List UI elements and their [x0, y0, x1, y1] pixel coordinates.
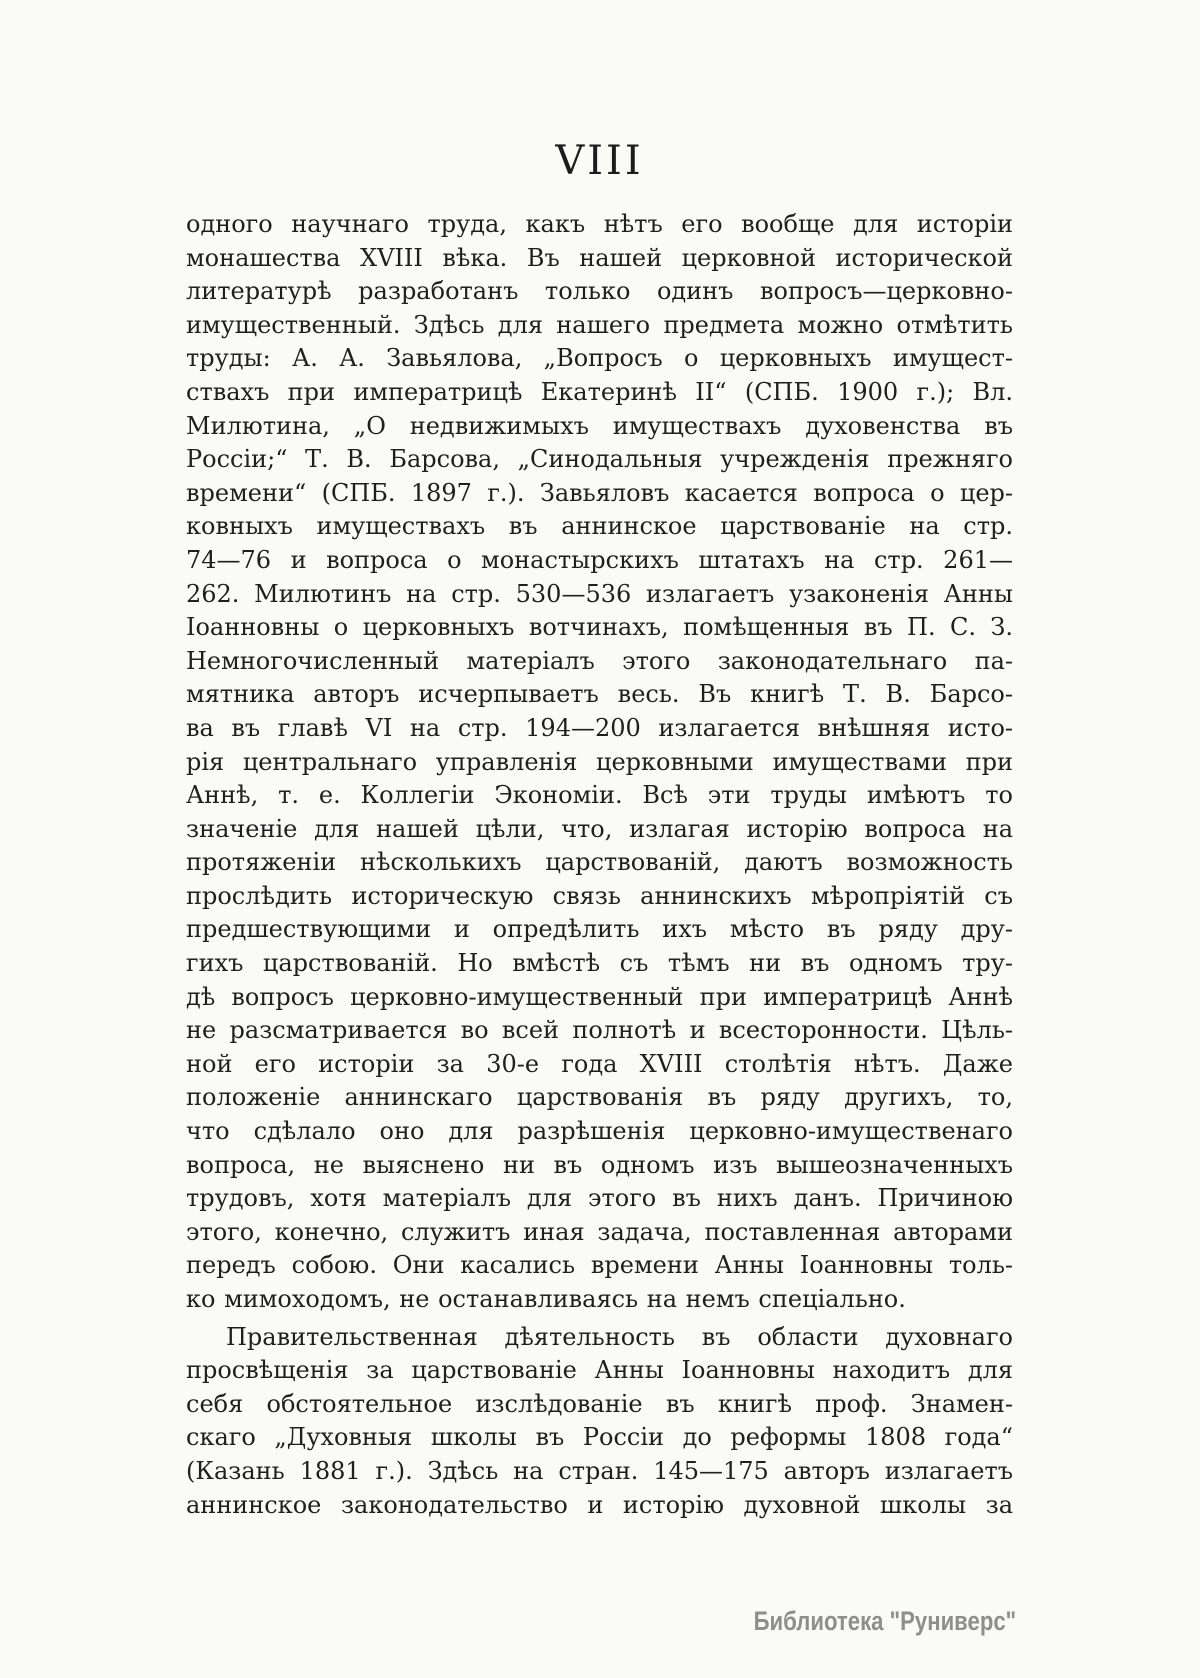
text-line: (Казань 1881 г.). Здѣсь на стран. 145—175 авторъ излагаетъ: [186, 1456, 1013, 1485]
text-line: Іоанновны о церковныхъ вотчинахъ, помѣщенныя въ П. С. З.: [186, 613, 1013, 642]
text-line: Россіи;“ Т. В. Барсова, „Синодальныя учрежденія прежняго: [186, 445, 1013, 474]
text-line: 262. Милютинъ на стр. 530—536 излагаетъ узаконенія Анны: [186, 579, 1013, 608]
text-line: вопроса, не выяснено ни въ одномъ изъ вышеозначенныхъ: [186, 1150, 1013, 1179]
text-line: скаго „Духовныя школы въ Россіи до реформы 1808 года“: [186, 1423, 1013, 1452]
text-line: ковныхъ имуществахъ въ аннинское царствованіе на стр.: [186, 512, 1013, 541]
text-line: Правительственная дѣятельность въ области духовнаго: [226, 1322, 1013, 1351]
text-line: рія центральнаго управленія церковными имуществами при: [186, 747, 1013, 776]
text-line: значеніе для нашей цѣли, что, излагая исторію вопроса на: [186, 814, 1013, 843]
text-line: Милютина, „О недвижимыхъ имуществахъ духовенства въ: [186, 411, 1013, 440]
paragraph: [186, 1321, 1013, 1523]
paragraph: [186, 208, 1013, 1317]
library-watermark: Библиотека "Руниверс": [753, 1606, 1016, 1636]
text-line: труды: А. А. Завьялова, „Вопросъ о церковныхъ имущест-: [186, 344, 1013, 373]
text-line: протяженіи нѣсколькихъ царствованій, даютъ возможность: [186, 848, 1013, 877]
text-line: 74—76 и вопроса о монастырскихъ штатахъ на стр. 261—: [186, 545, 1013, 574]
text-line: просвѣщенія за царствованіе Анны Іоанновны находитъ для: [186, 1356, 1013, 1385]
text-line: Аннѣ, т. е. Коллегіи Экономіи. Всѣ эти труды имѣютъ то: [186, 781, 1013, 810]
text-line: имущественный. Здѣсь для нашего предмета можно отмѣтить: [186, 310, 1013, 339]
text-line: ва въ главѣ VI на стр. 194—200 излагается внѣшняя исто-: [186, 713, 1013, 742]
text-line: времени“ (СПБ. 1897 г.). Завьяловъ касается вопроса о цер-: [186, 478, 1013, 507]
text-line: положеніе аннинскаго царствованія въ ряду другихъ, то,: [186, 1083, 1013, 1112]
text-line: прослѣдить историческую связь аннинскихъ мѣропріятій съ: [186, 881, 1013, 910]
text-line: Немногочисленный матеріалъ этого законодательнаго па-: [186, 646, 1013, 675]
page-numeral: VIII: [555, 138, 644, 184]
text-line: что сдѣлало оно для разрѣшенія церковно-имущественаго: [186, 1117, 1013, 1146]
text-line: этого, конечно, служитъ иная задача, поставленная авторами: [186, 1217, 1013, 1246]
text-line: монашества XVIII вѣка. Въ нашей церковной исторической: [186, 243, 1013, 272]
text-line: ко мимоходомъ, не останавливаясь на немъ спеціально.: [186, 1285, 906, 1313]
text-line: одного научнаго труда, какъ нѣтъ его вообще для исторіи: [186, 210, 1013, 238]
text-line: ной его исторіи за 30-е года XVIII столѣтія нѣтъ. Даже: [186, 1049, 1013, 1078]
text-line: передъ собою. Они касались времени Анны Іоанновны толь-: [186, 1251, 1013, 1280]
text-line: себя обстоятельное изслѣдованіе въ книгѣ проф. Знамен-: [186, 1389, 1013, 1418]
text-line: трудовъ, хотя матеріалъ для этого въ нихъ данъ. Причиною: [186, 1184, 1013, 1213]
text-line: аннинское законодательство и исторію духовной школы за: [186, 1490, 1013, 1519]
text-line: гихъ царствованій. Но вмѣстѣ съ тѣмъ ни въ одномъ тру-: [186, 949, 1013, 978]
text-line: литературѣ разработанъ только одинъ вопросъ—церковно-: [186, 277, 1013, 306]
text-line: не разсматривается во всей полнотѣ и всесторонности. Цѣль-: [186, 1016, 1013, 1045]
text-line: ствахъ при императрицѣ Екатеринѣ II“ (СПБ. 1900 г.); Вл.: [186, 377, 1013, 406]
text-line: дѣ вопросъ церковно-имущественный при императрицѣ Аннѣ: [186, 982, 1013, 1011]
text-block: [186, 208, 1013, 1522]
text-line: предшествующими и опредѣлить ихъ мѣсто въ ряду дру-: [186, 915, 1013, 944]
text-line: мятника авторъ исчерпываетъ весь. Въ книгѣ Т. В. Барсо-: [186, 680, 1013, 709]
